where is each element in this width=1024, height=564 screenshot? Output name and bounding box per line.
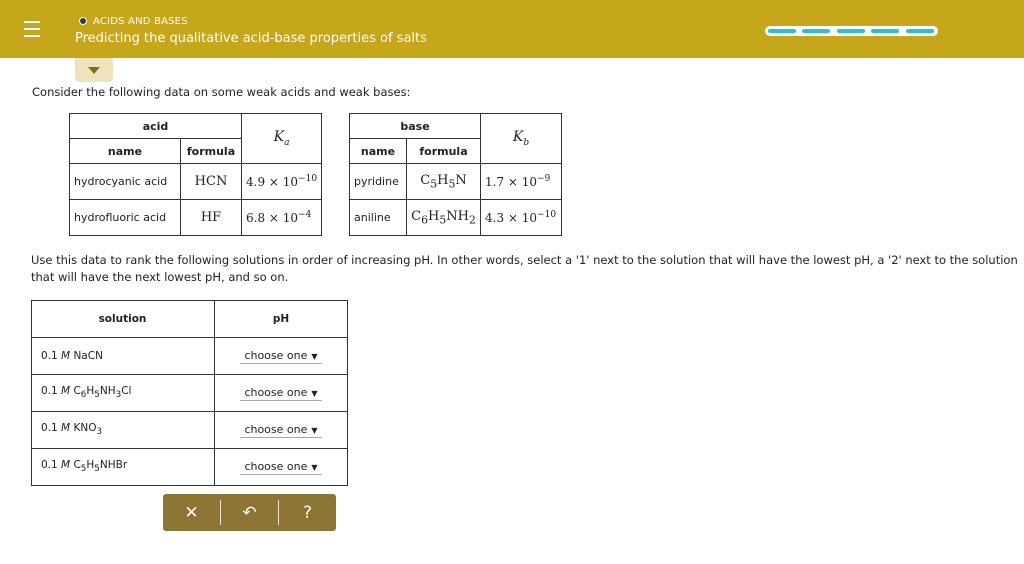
acid-formula-header: formula xyxy=(181,139,242,164)
dropdown-arrow-icon: ▼ xyxy=(311,426,318,435)
close-icon: ✕ xyxy=(184,502,199,523)
acid-group-header: acid xyxy=(70,114,242,139)
acid-table xyxy=(69,113,322,236)
base-formula-cell: $C_5H_5N$ xyxy=(407,164,481,200)
solution-cell: 0.1 M NaCN xyxy=(32,338,215,375)
dropdown-arrow-icon: ▼ xyxy=(311,389,318,398)
kb-value-cell: $4.3 \times 10^{-10}$ xyxy=(481,200,562,236)
acid-formula-cell: HCN xyxy=(181,164,242,200)
topic-bullet-icon xyxy=(79,17,87,25)
base-name-header: name xyxy=(350,139,407,164)
base-formula-cell: $C_6H_5NH_2$ xyxy=(407,200,481,236)
acid-formula-cell: HF xyxy=(181,200,242,236)
ph-rank-select[interactable]: choose one ▼ xyxy=(240,459,321,475)
ph-rank-select[interactable]: choose one ▼ xyxy=(240,385,321,401)
acid-name-header: name xyxy=(70,139,181,164)
base-table xyxy=(349,113,562,236)
solution-header: solution xyxy=(32,301,215,338)
help-icon: ? xyxy=(302,502,313,523)
help-button[interactable] xyxy=(279,494,336,531)
topic-label: ACIDS AND BASES xyxy=(93,16,188,27)
ph-cell xyxy=(215,449,348,486)
ka-value-cell: $6.8 \times 10^{-4}$ xyxy=(242,200,322,236)
instructions-text: Use this data to rank the following solutions in order of increasing pH. In other words, select a '1' next to the solution that will have the lowest pH, a '2' next to the solution that will have the next lowest pH, and so on. xyxy=(31,253,1018,284)
acid-name-cell: hydrofluoric acid xyxy=(70,200,181,236)
progress-bar xyxy=(765,26,938,36)
collapse-toggle[interactable] xyxy=(75,58,113,82)
base-formula-header: formula xyxy=(407,139,481,164)
solution-cell: 0.1 M $C_5H_5NHBr$ xyxy=(32,449,215,486)
base-name-cell: pyridine xyxy=(350,164,407,200)
undo-button[interactable] xyxy=(221,494,278,531)
ph-cell xyxy=(215,412,348,449)
chevron-down-icon xyxy=(88,67,100,74)
ph-cell xyxy=(215,338,348,375)
page-title: Predicting the qualitative acid-base properties of salts xyxy=(75,31,427,46)
solution-cell: 0.1 M $C_6H_5NH_3Cl$ xyxy=(32,375,215,412)
ka-header: $K_a$ xyxy=(242,114,322,164)
menu-button[interactable] xyxy=(0,0,64,58)
kb-value-cell: $1.7 \times 10^{-9}$ xyxy=(481,164,562,200)
ph-rank-select[interactable]: choose one ▼ xyxy=(240,422,321,438)
acid-name-cell: hydrocyanic acid xyxy=(70,164,181,200)
solution-cell: 0.1 M $KNO_3$ xyxy=(32,412,215,449)
ph-cell xyxy=(215,375,348,412)
solutions-table xyxy=(31,300,348,486)
clear-button[interactable] xyxy=(163,494,220,531)
undo-icon: ↶ xyxy=(242,502,257,523)
intro-text: Consider the following data on some weak acids and weak bases: xyxy=(32,85,411,99)
ph-rank-select[interactable]: choose one ▼ xyxy=(240,348,321,364)
action-bar xyxy=(163,494,336,531)
dropdown-arrow-icon: ▼ xyxy=(311,352,318,361)
dropdown-arrow-icon: ▼ xyxy=(311,463,318,472)
header-bar xyxy=(0,0,1024,58)
base-group-header: base xyxy=(350,114,481,139)
ph-header: pH xyxy=(215,301,348,338)
base-name-cell: aniline xyxy=(350,200,407,236)
kb-header: $K_b$ xyxy=(481,114,562,164)
ka-value-cell: $4.9 \times 10^{-10}$ xyxy=(242,164,322,200)
